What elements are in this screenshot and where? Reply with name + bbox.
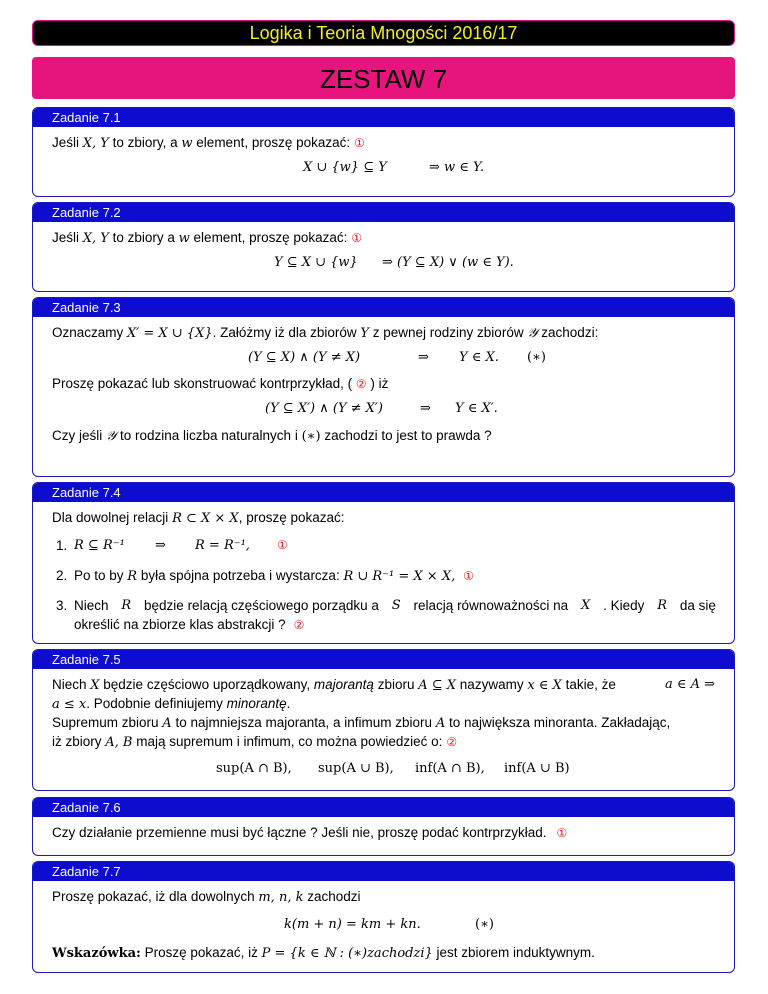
formula: (Y ⊆ X′) ∧ (Y ≠ X′) ⇒ Y ∈ X′. — [265, 401, 498, 416]
task-heading: Zadanie 7.2 — [33, 203, 734, 222]
difficulty-badge: ① — [351, 231, 363, 245]
hint-label: Wskazówka: — [52, 946, 141, 961]
task-heading: Zadanie 7.7 — [33, 862, 734, 881]
task-heading: Zadanie 7.3 — [33, 298, 734, 317]
difficulty-badge: ① — [277, 538, 288, 552]
task-text: Proszę pokazać, iż dla dowolnych m, n, k zachodzi — [52, 889, 361, 905]
course-title-bar — [32, 20, 735, 46]
task-heading: Zadanie 7.4 — [33, 483, 734, 502]
task-text: Dla dowolnej relacji R ⊂ X × X, proszę pokazać: — [52, 510, 345, 526]
task-text: Czy działanie przemienne musi być łączne ? Jeśli nie, proszę podać kontrprzykład. ① — [52, 825, 568, 840]
formula: k(m + n) = km + kn. (∗) — [284, 917, 494, 932]
difficulty-badge: ② — [293, 618, 305, 632]
task-7-6 — [32, 797, 735, 856]
course-title: Logika i Teoria Mnogości 2016/17 — [249, 23, 518, 43]
list-item: 2. Po to by R była spójna potrzeba i wystarcza: R ∪ R⁻¹ = X × X, ① — [56, 568, 474, 584]
task-text: Niech X będzie częściowo uporządkowany, majorantą zbioru A ⊆ X nazywamy x ∈ X takie, że a ∈ A ⇒ — [52, 677, 715, 693]
task-7-5 — [32, 649, 735, 791]
task-7-7 — [32, 861, 735, 973]
difficulty-badge: ② — [446, 735, 458, 749]
difficulty-badge: ① — [556, 826, 568, 840]
formula: X ∪ {w} ⊆ Y ⇒ w ∈ Y. — [303, 160, 485, 175]
difficulty-badge: ① — [354, 136, 365, 150]
task-heading: Zadanie 7.5 — [33, 650, 734, 669]
task-7-3 — [32, 297, 735, 477]
task-text: a ≤ x. Podobnie definiujemy minorantę. — [52, 696, 291, 712]
task-7-4 — [32, 482, 735, 644]
formula: (Y ⊆ X) ∧ (Y ≠ X) ⇒ Y ∈ X. (∗) — [248, 350, 546, 365]
hint: Wskazówka: Proszę pokazać, iż P = {k ∈ ℕ : (∗)zachodzi} jest zbiorem induktywnym. — [52, 945, 595, 961]
task-text: Jeśli X, Y to zbiory, a w element, proszę pokazać: ① — [52, 135, 365, 151]
difficulty-badge: ① — [463, 569, 474, 583]
task-text: Jeśli X, Y to zbiory a w element, proszę pokazać: ① — [52, 230, 363, 246]
formula: Y ⊆ X ∪ {w} ⇒ (Y ⊆ X) ∨ (w ∈ Y). — [274, 255, 514, 270]
list-item-continued: określić na zbiorze klas abstrakcji ? ② — [74, 617, 305, 632]
list-item: 3. Niech R będzie relacją częściowego porządku a S relacją równoważności na X . Kiedy R da się — [56, 598, 716, 613]
formula: sup(A ∩ B), sup(A ∪ B), inf(A ∩ B), inf(A ∪ B) — [216, 761, 570, 776]
task-text: iż zbiory A, B mają supremum i infimum, co można powiedzieć o: ② — [52, 734, 458, 750]
difficulty-badge: ② — [355, 377, 367, 391]
sheet-title: ZESTAW 7 — [319, 64, 448, 94]
task-text: Supremum zbioru A to najmniejsza majoranta, a infimum zbioru A to największa minoranta. Zakładając, — [52, 715, 671, 731]
task-heading: Zadanie 7.1 — [33, 108, 734, 127]
list-item: 1. R ⊆ R⁻¹ ⇒ R = R⁻¹, ① — [56, 538, 288, 553]
task-text: Czy jeśli 𝒴 to rodzina liczba naturalnych i (∗) zachodzi to jest to prawda ? — [52, 428, 492, 444]
task-text: Proszę pokazać lub skonstruować kontrprzykład, ( ② ) iż — [52, 376, 389, 391]
task-7-2 — [32, 202, 735, 292]
sheet-title-bar — [32, 57, 735, 99]
task-heading: Zadanie 7.6 — [33, 798, 734, 817]
task-7-1 — [32, 107, 735, 197]
task-text: Oznaczamy X′ = X ∪ {X}. Załóżmy iż dla zbiorów Y z pewnej rodziny zbiorów 𝒴 zachodzi: — [52, 325, 599, 341]
